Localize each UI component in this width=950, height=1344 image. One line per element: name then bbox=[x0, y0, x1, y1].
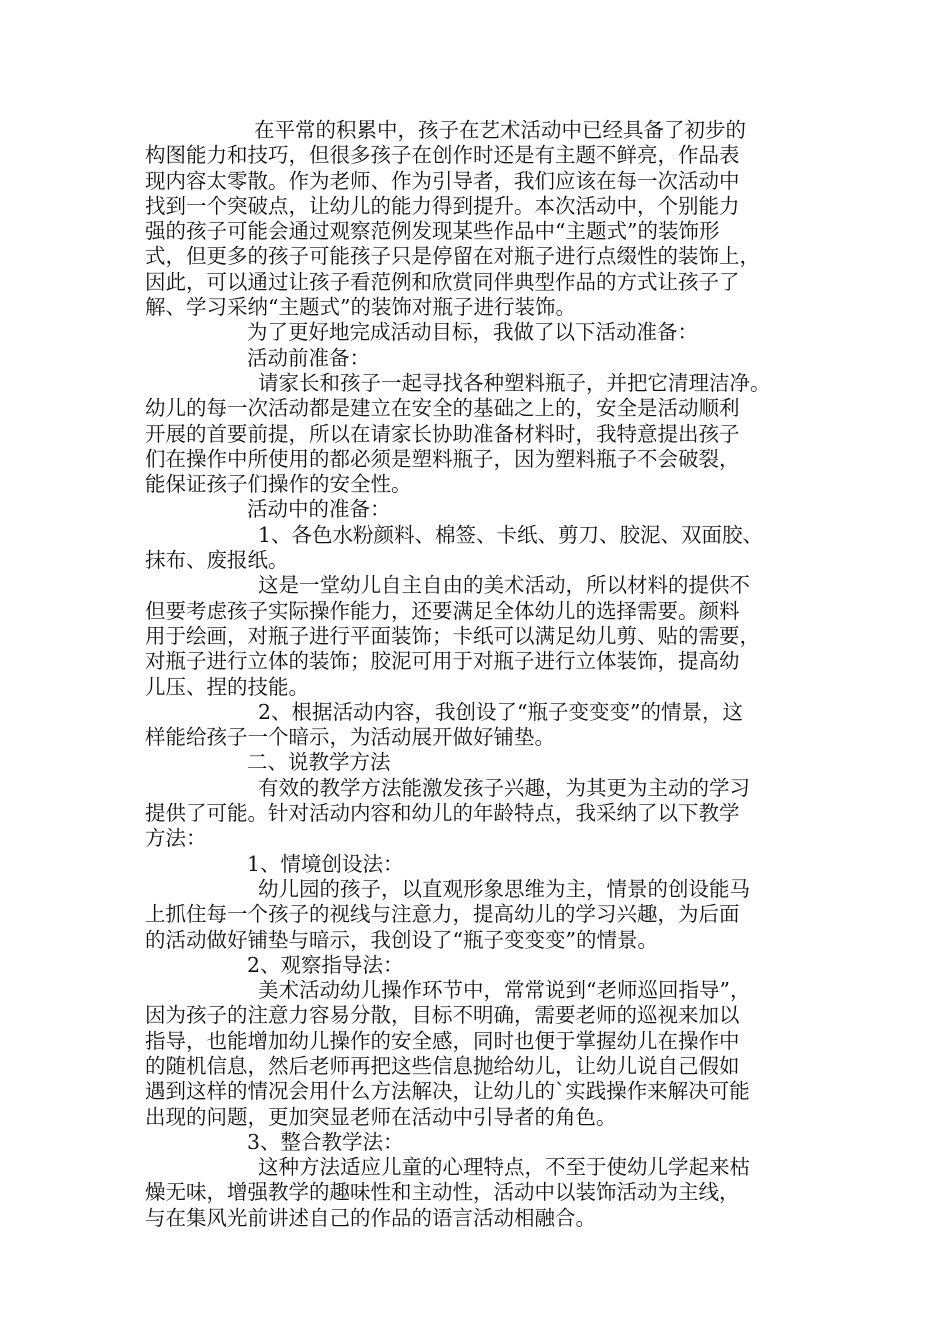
text-line: 幼儿的每一次活动都是建立在安全的基础之上的，安全是活动顺利 bbox=[145, 396, 740, 421]
paragraph bbox=[145, 953, 812, 978]
paragraph bbox=[145, 523, 812, 574]
paragraph bbox=[145, 118, 812, 320]
text-line: 找到一个突破点，让幼儿的能力得到提升。本次活动中，个别能力 bbox=[145, 193, 740, 218]
text-line: 的随机信息，然后老师再把这些信息抛给幼儿，让幼儿说自己假如 bbox=[145, 1053, 740, 1078]
text-line: 出现的问题，更加突显老师在活动中引导者的角色。 bbox=[145, 1104, 617, 1129]
paragraph bbox=[145, 1155, 812, 1231]
text-line: 提供了可能。针对活动内容和幼儿的年龄特点，我采纳了以下教学 bbox=[145, 801, 740, 826]
text-line: 遇到这样的情况会用什么方法解决，让幼儿的`实践操作来解决可能 bbox=[145, 1079, 750, 1104]
paragraph bbox=[145, 346, 812, 371]
text-line: 对瓶子进行立体的装饰；胶泥可用于对瓶子进行立体装饰，提高幼 bbox=[145, 649, 740, 674]
text-line: 强的孩子可能会通过观察范例发现某些作品中“主题式”的装饰形 bbox=[145, 219, 720, 244]
paragraph bbox=[145, 1130, 812, 1155]
text-line: 们在操作中所使用的都必须是塑料瓶子，因为塑料瓶子不会破裂， bbox=[145, 446, 740, 471]
text-line: 抹布、废报纸。 bbox=[145, 548, 289, 573]
paragraph bbox=[145, 320, 812, 345]
text-line: 2、观察指导法： bbox=[247, 952, 404, 977]
text-line: 幼儿园的孩子，以直观形象思维为主，情景的创设能马 bbox=[258, 876, 750, 901]
text-line: 式，但更多的孩子可能孩子只是停留在对瓶子进行点缀性的装饰上， bbox=[145, 244, 760, 269]
text-line: 样能给孩子一个暗示，为活动展开做好铺垫。 bbox=[145, 725, 555, 750]
paragraph bbox=[145, 852, 812, 877]
text-line: 用于绘画，对瓶子进行平面装饰；卡纸可以满足幼儿剪、贴的需要， bbox=[145, 623, 760, 648]
text-line: 3、整合教学法： bbox=[247, 1129, 404, 1154]
paragraph bbox=[145, 497, 812, 522]
text-line: 上抓住每一个孩子的视线与注意力，提高幼儿的学习兴趣，为后面 bbox=[145, 902, 740, 927]
text-line: 因此，可以通过让孩子看范例和欣赏同伴典型作品的方式让孩子了 bbox=[145, 269, 740, 294]
text-line: 二、说教学方法 bbox=[247, 750, 391, 775]
text-line: 2、根据活动内容，我创设了“瓶子变变变”的情景，这 bbox=[258, 699, 744, 724]
text-line: 为了更好地完成活动目标，我做了以下活动准备： bbox=[247, 320, 698, 345]
text-line: 活动中的准备： bbox=[247, 497, 391, 522]
paragraph bbox=[145, 573, 812, 699]
paragraph bbox=[145, 978, 812, 1130]
text-line: 请家长和孩子一起寻找各种塑料瓶子，并把它清理洁净。 bbox=[258, 370, 771, 395]
text-line: 活动前准备： bbox=[247, 345, 370, 370]
text-line: 与在集风光前讲述自己的作品的语言活动相融合。 bbox=[145, 1205, 596, 1230]
paragraph bbox=[145, 700, 812, 751]
text-line: 指导，也能增加幼儿操作的安全感，同时也便于掌握幼儿在操作中 bbox=[145, 1028, 740, 1053]
paragraph bbox=[145, 776, 812, 852]
text-line: 有效的教学方法能激发孩子兴趣，为其更为主动的学习 bbox=[258, 775, 750, 800]
text-line: 现内容太零散。作为老师、作为引导者，我们应该在每一次活动中 bbox=[145, 168, 740, 193]
text-line: 能保证孩子们操作的安全性。 bbox=[145, 472, 412, 497]
text-line: 这是一堂幼儿自主自由的美术活动，所以材料的提供不 bbox=[258, 573, 750, 598]
text-line: 方法： bbox=[145, 826, 207, 851]
text-line: 开展的首要前提，所以在请家长协助准备材料时，我特意提出孩子 bbox=[145, 421, 740, 446]
text-line: 解、学习采纳“主题式”的装饰对瓶子进行装饰。 bbox=[145, 295, 576, 320]
text-line: 1、情境创设法： bbox=[247, 851, 404, 876]
text-line: 的活动做好铺垫与暗示，我创设了“瓶子变变变”的情景。 bbox=[145, 927, 658, 952]
text-line: 这种方法适应儿童的心理特点，不至于使幼儿学起来枯 bbox=[258, 1155, 750, 1180]
text-line: 构图能力和技巧，但很多孩子在创作时还是有主题不鲜亮，作品表 bbox=[145, 143, 740, 168]
text-line: 但要考虑孩子实际操作能力，还要满足全体幼儿的选择需要。颜料 bbox=[145, 598, 740, 623]
text-line: 因为孩子的注意力容易分散，目标不明确，需要老师的巡视来加以 bbox=[145, 1003, 740, 1028]
paragraph bbox=[145, 371, 812, 497]
text-line: 儿压、捏的技能。 bbox=[145, 674, 309, 699]
text-line: 在平常的积累中，孩子在艺术活动中已经具备了初步的 bbox=[254, 118, 746, 142]
document-body bbox=[145, 118, 812, 1231]
paragraph bbox=[145, 750, 812, 775]
paragraph bbox=[145, 877, 812, 953]
text-line: 美术活动幼儿操作环节中，常常说到“老师巡回指导”， bbox=[258, 978, 751, 1003]
text-line: 燥无味，增强教学的趣味性和主动性，活动中以装饰活动为主线， bbox=[145, 1180, 740, 1205]
text-line: 1、各色水粉颜料、棉签、卡纸、剪刀、胶泥、双面胶、 bbox=[258, 522, 764, 547]
